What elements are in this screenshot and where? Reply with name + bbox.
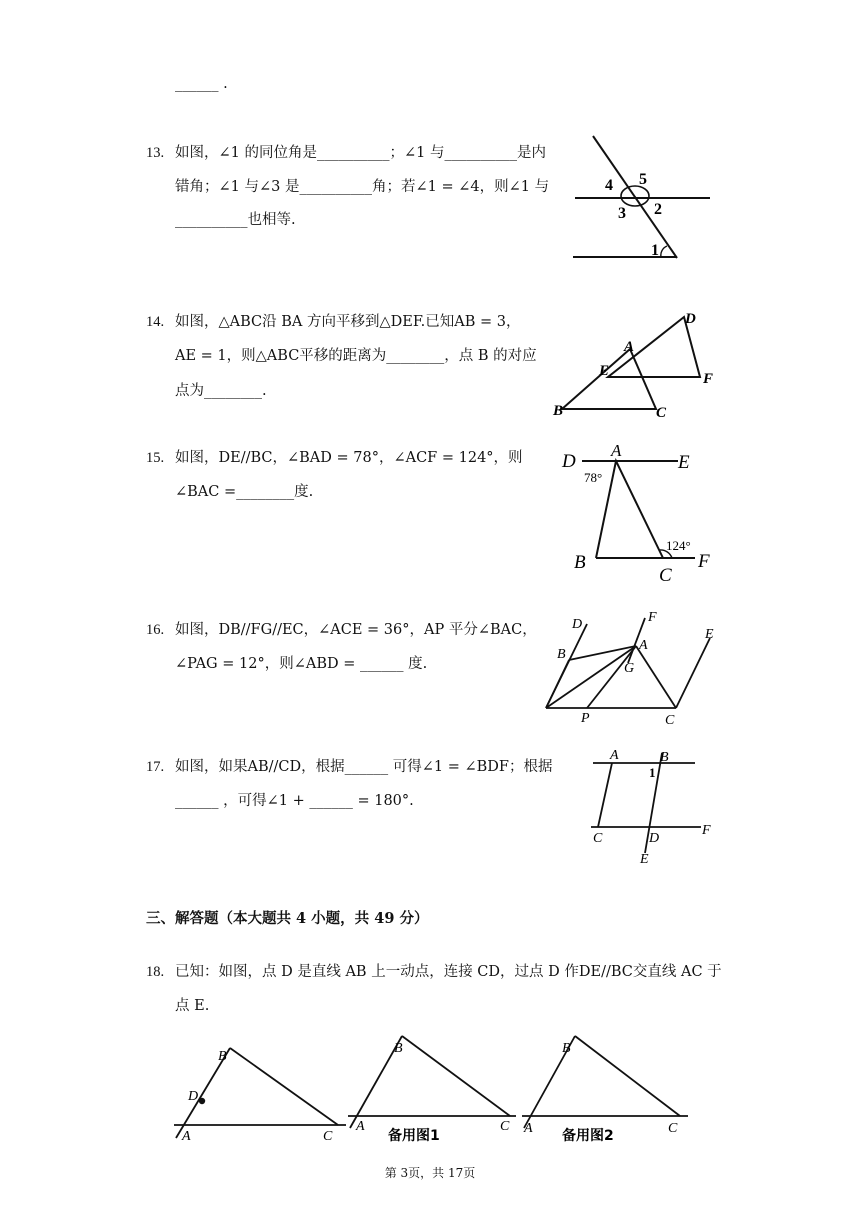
q17-fig-label-B: B — [660, 750, 669, 765]
q18-line2: 点 E. — [175, 998, 210, 1014]
q18-figure-backup-2 — [518, 1030, 693, 1148]
q13-fig-label-1: 1 — [651, 242, 659, 259]
q16-fig-label-G: G — [624, 661, 635, 676]
q16-line1: 如图，DB//FG//EC，∠ACE = 36°，AP 平分∠BAC， — [175, 622, 537, 638]
q13-fig-label-3: 3 — [618, 205, 626, 222]
q17-number: 17. — [146, 759, 165, 775]
q14-fig-label-B: B — [553, 403, 564, 419]
q18-fig3-label-B: B — [562, 1041, 571, 1056]
q15-figure — [560, 440, 720, 585]
q18-fig2-label-C: C — [500, 1119, 510, 1134]
q15-line1: 如图，DE//BC，∠BAD = 78°，∠ACF = 124°，则 — [175, 450, 523, 466]
q14-line3: 点为________. — [175, 383, 267, 399]
q15-fig-label-78: 78° — [584, 470, 603, 485]
q18-line1: 已知：如图，点 D 是直线 AB 上一动点，连接 CD，过点 D 作DE//BC交直线 AC 于 — [175, 964, 722, 980]
q13-fig-label-2: 2 — [654, 201, 662, 218]
q13-number: 13. — [146, 145, 165, 161]
q18-number: 18. — [146, 964, 165, 980]
q17-fig-label-1: 1 — [649, 765, 656, 780]
q14-number: 14. — [146, 314, 165, 330]
q16-fig-label-A: A — [639, 638, 648, 653]
q16-fig-label-E: E — [705, 627, 714, 642]
q14-fig-label-D: D — [685, 311, 696, 327]
q16-fig-label-F: F — [648, 610, 657, 625]
q14-figure — [548, 305, 718, 425]
q15-fig-label-C: C — [659, 565, 672, 585]
q17-fig-label-F: F — [702, 823, 711, 838]
q18-fig2-caption: 备用图1 — [388, 1128, 440, 1144]
q18-fig3-label-C: C — [668, 1121, 678, 1136]
q16-fig-label-C: C — [665, 713, 675, 728]
q14-fig-label-C: C — [656, 405, 667, 421]
q18-fig2-label-A: A — [356, 1119, 365, 1134]
q16-number: 16. — [146, 622, 165, 638]
q15-line2: ∠BAC =________度. — [175, 484, 314, 500]
q15-number: 15. — [146, 450, 165, 466]
q16-figure — [540, 608, 720, 728]
prev-answer-blank: ______ . — [175, 76, 228, 92]
q18-figure-main — [168, 1040, 348, 1145]
q17-line2: ______ ，可得∠1 + ______ = 180°. — [175, 793, 414, 809]
q13-line3: __________也相等. — [175, 212, 296, 228]
q15-fig-label-124: 124° — [666, 538, 691, 553]
q16-fig-label-D: D — [572, 617, 583, 632]
q13-figure — [565, 130, 715, 265]
q15-fig-label-D: D — [562, 451, 576, 472]
q17-fig-label-A: A — [610, 748, 619, 763]
section-3-heading: 三、解答题（本大题共 4 小题，共 49 分） — [146, 910, 429, 927]
q13-line2: 错角；∠1 与∠3 是__________角；若∠1 = ∠4，则∠1 与 — [175, 179, 550, 195]
q14-fig-label-A: A — [624, 339, 635, 355]
q14-fig-label-E: E — [599, 363, 610, 379]
q18-fig3-caption: 备用图2 — [562, 1128, 614, 1144]
q16-line2: ∠PAG = 12°，则∠ABD = ______ 度. — [175, 656, 428, 672]
q18-fig1-label-C: C — [323, 1129, 333, 1144]
q18-fig3-label-A: A — [524, 1121, 533, 1136]
q17-fig-label-E: E — [640, 852, 649, 867]
q18-fig2-label-B: B — [394, 1041, 403, 1056]
q17-fig-label-C: C — [593, 831, 603, 846]
q13-fig-label-4: 4 — [605, 177, 613, 194]
q15-fig-label-E: E — [678, 452, 690, 473]
q15-fig-label-A: A — [611, 441, 622, 460]
page-footer: 第 3页，共 17页 — [384, 1166, 476, 1180]
q17-fig-label-D: D — [649, 831, 660, 846]
q13-fig-label-5: 5 — [639, 171, 647, 188]
q15-fig-label-F: F — [698, 551, 710, 572]
q14-line1: 如图，△ABC沿 BA 方向平移到△DEF.已知AB = 3， — [175, 314, 521, 330]
q18-fig1-label-A: A — [182, 1129, 191, 1144]
q13-line1: 如图，∠1 的同位角是__________；∠1 与__________是内 — [175, 145, 546, 161]
q18-fig1-label-B: B — [218, 1049, 227, 1064]
q14-line2: AE = 1，则△ABC平移的距离为________，点 B 的对应 — [175, 348, 537, 364]
q18-fig1-label-D: D — [188, 1089, 199, 1104]
q17-line1: 如图，如果AB//CD，根据______ 可得∠1 = ∠BDF；根据 — [175, 759, 553, 775]
q15-fig-label-B: B — [574, 552, 586, 573]
q17-figure — [585, 745, 720, 870]
q18-figure-backup-1 — [344, 1030, 519, 1148]
q14-fig-label-F: F — [703, 371, 714, 387]
q16-fig-label-P: P — [581, 711, 590, 726]
q16-fig-label-B: B — [557, 647, 566, 662]
